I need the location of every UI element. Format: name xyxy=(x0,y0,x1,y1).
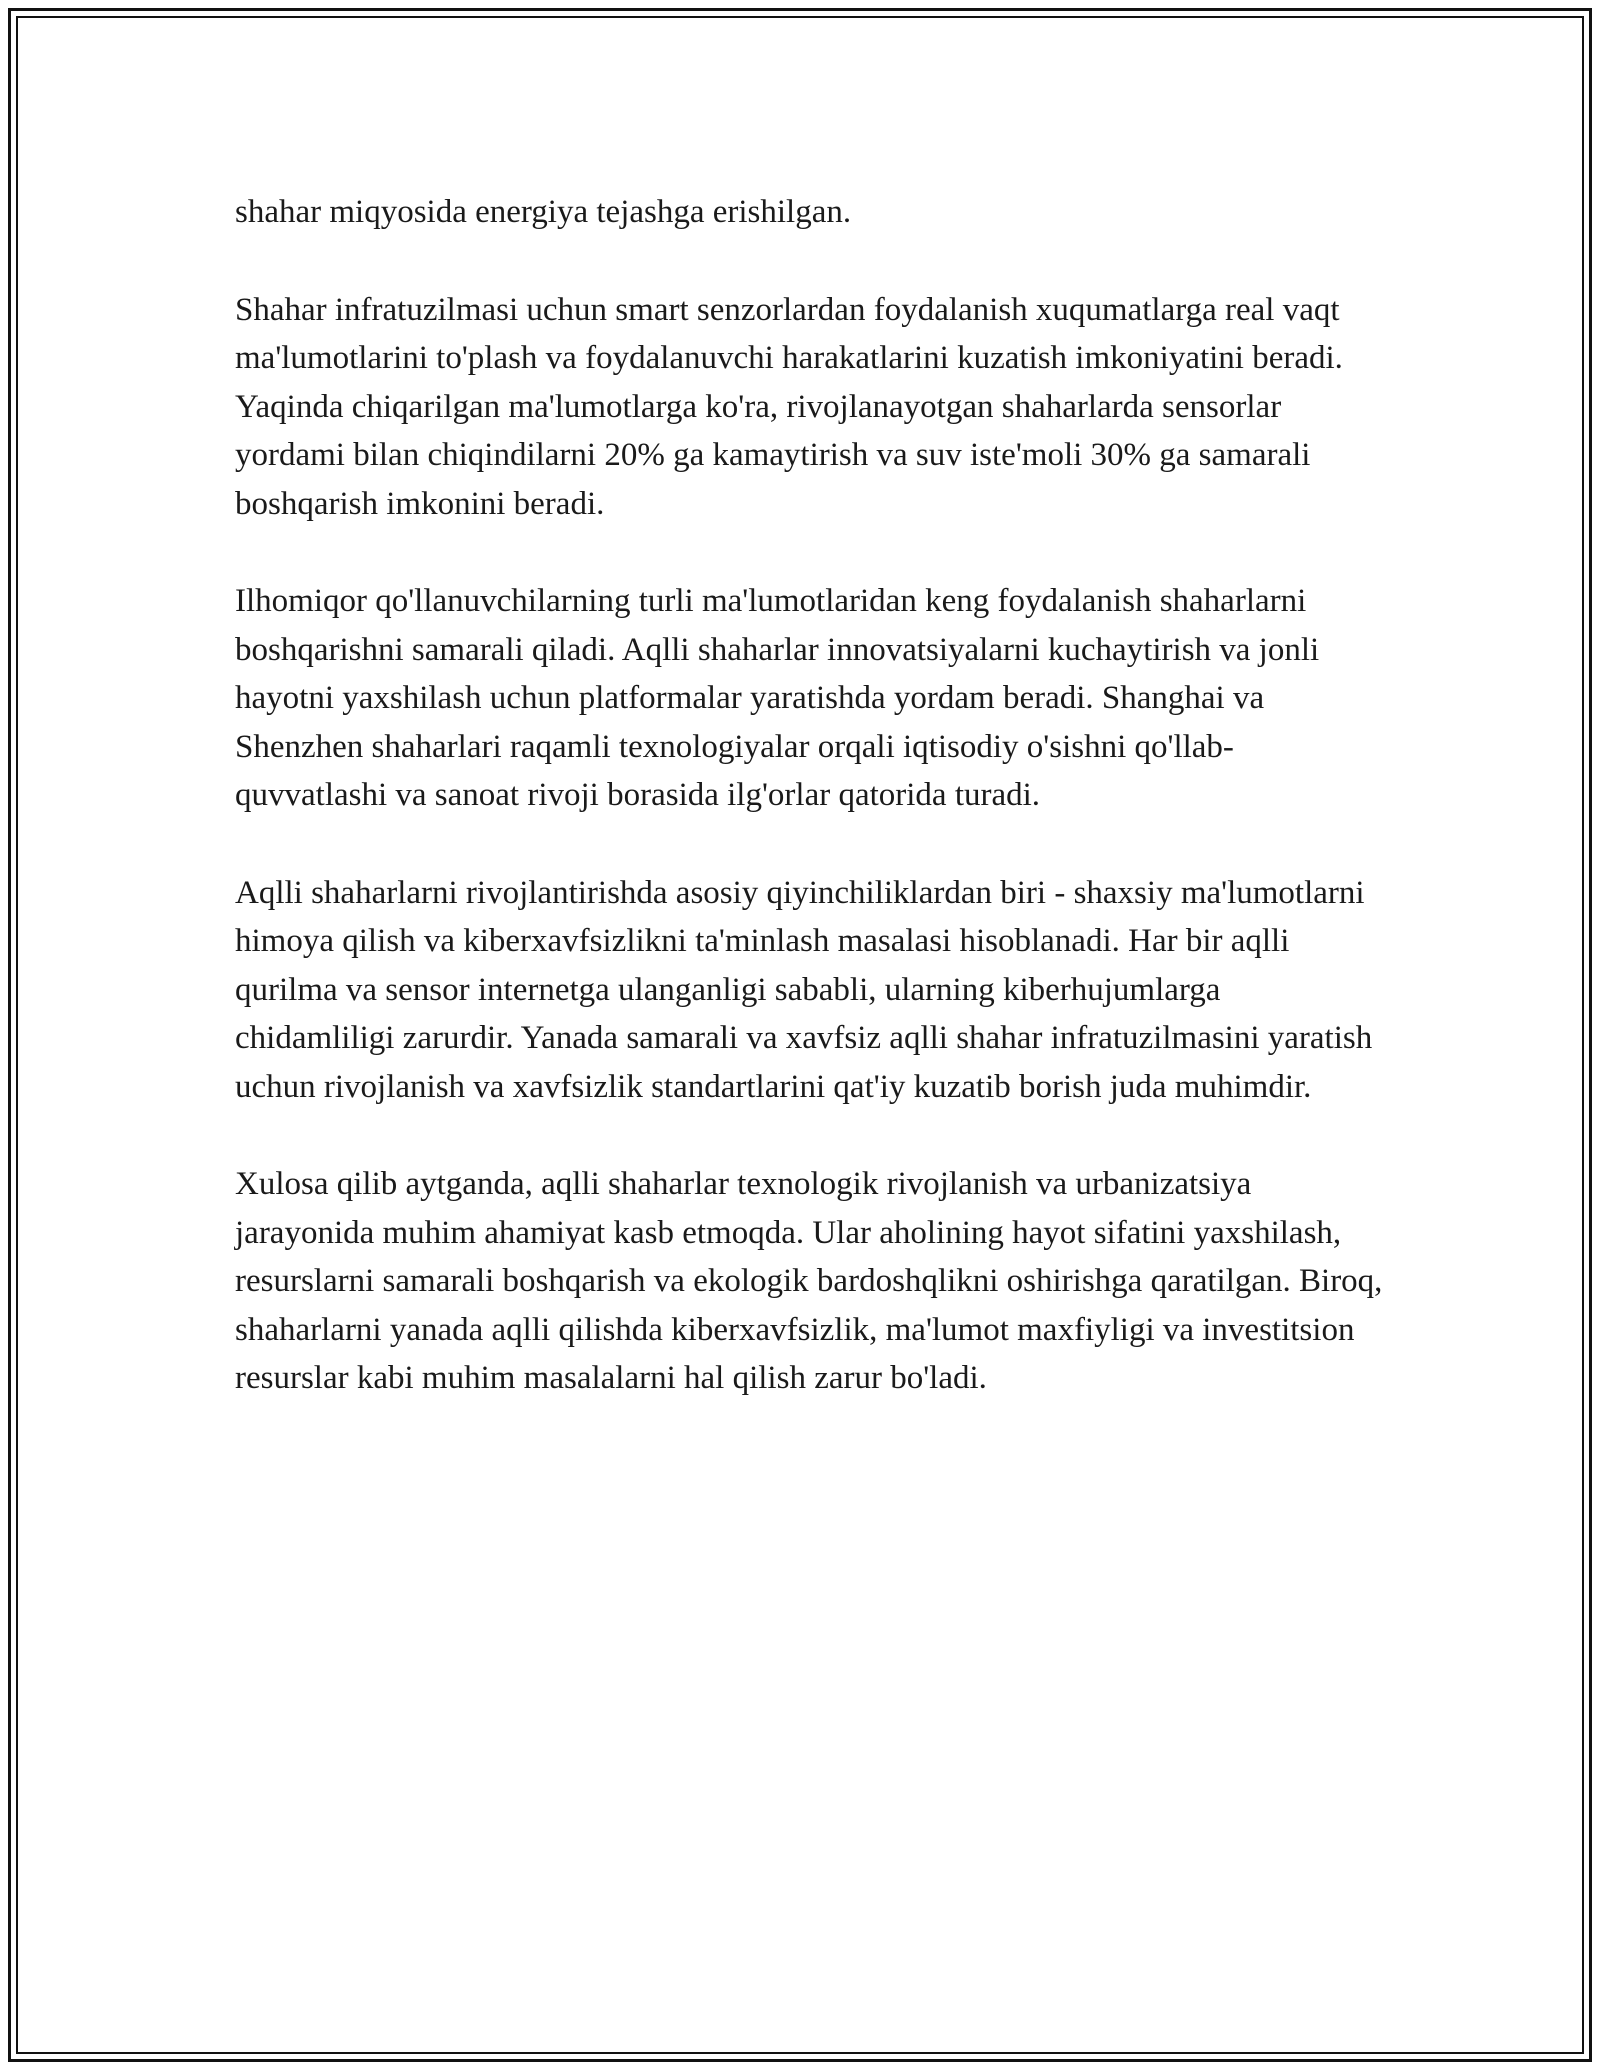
paragraph-2: Shahar infratuzilmasi uchun smart senzorlardan foydalanish xuqumatlarga real vaqt ma'lumotlarini to'plash va foydalanuvchi harakatlarini kuzatish imkoniyatini beradi. Yaqinda chiqarilgan ma'lumotlarga ko'ra, rivojlanayotgan shaharlarda sensorlar yordami bilan chiqindilarni 20% ga kamaytirish va suv iste'moli 30% ga samarali boshqarish imkonini beradi. xyxy=(235,291,1343,522)
paragraph-1: shahar miqyosida energiya tejashga erishilgan. xyxy=(235,194,852,230)
paragraph-3: Ilhomiqor qo'llanuvchilarning turli ma'lumotlaridan keng foydalanish shaharlarni boshqarishni samarali qiladi. Aqlli shaharlar innovatsiyalarni kuchaytirish va jonli hayotni yaxshilash uchun platformalar yaratishda yordam beradi. Shanghai va Shenzhen shaharlari raqamli texnologiyalar orqali iqtisodiy o'sishni qo'llab-quvvatlashi va sanoat rivoji borasida ilg'orlar qatorida turadi. xyxy=(235,583,1320,813)
paragraph-4: Aqlli shaharlarni rivojlantirishda asosiy qiyinchiliklardan biri - shaxsiy ma'lumotlarni himoya qilish va kiberxavfsizlikni ta'minlash masalasi hisoblanadi. Har bir aqlli qurilma va sensor internetga ulanganligi sababli, ularning kiberhujumlarga chidamliligi zarurdir. Yanada samarali va xavfsiz aqlli shahar infratuzilmasini yaratish uchun rivojlanish va xavfsizlik standartlarini qat'iy kuzatib borish juda muhimdir. xyxy=(235,874,1373,1105)
document-body xyxy=(235,188,1385,1452)
paragraph-5: Xulosa qilib aytganda, aqlli shaharlar texnologik rivojlanish va urbanizatsiya jarayonida muhim ahamiyat kasb etmoqda. Ular aholining hayot sifatini yaxshilash, resurslarni samarali boshqarish va ekologik bardoshqlikni oshirishga qaratilgan. Biroq, shaharlarni yanada aqlli qilishda kiberxavfsizlik, ma'lumot maxfiyligi va investitsion resurslar kabi muhim masalalarni hal qilish zarur bo'ladi. xyxy=(235,1166,1383,1396)
